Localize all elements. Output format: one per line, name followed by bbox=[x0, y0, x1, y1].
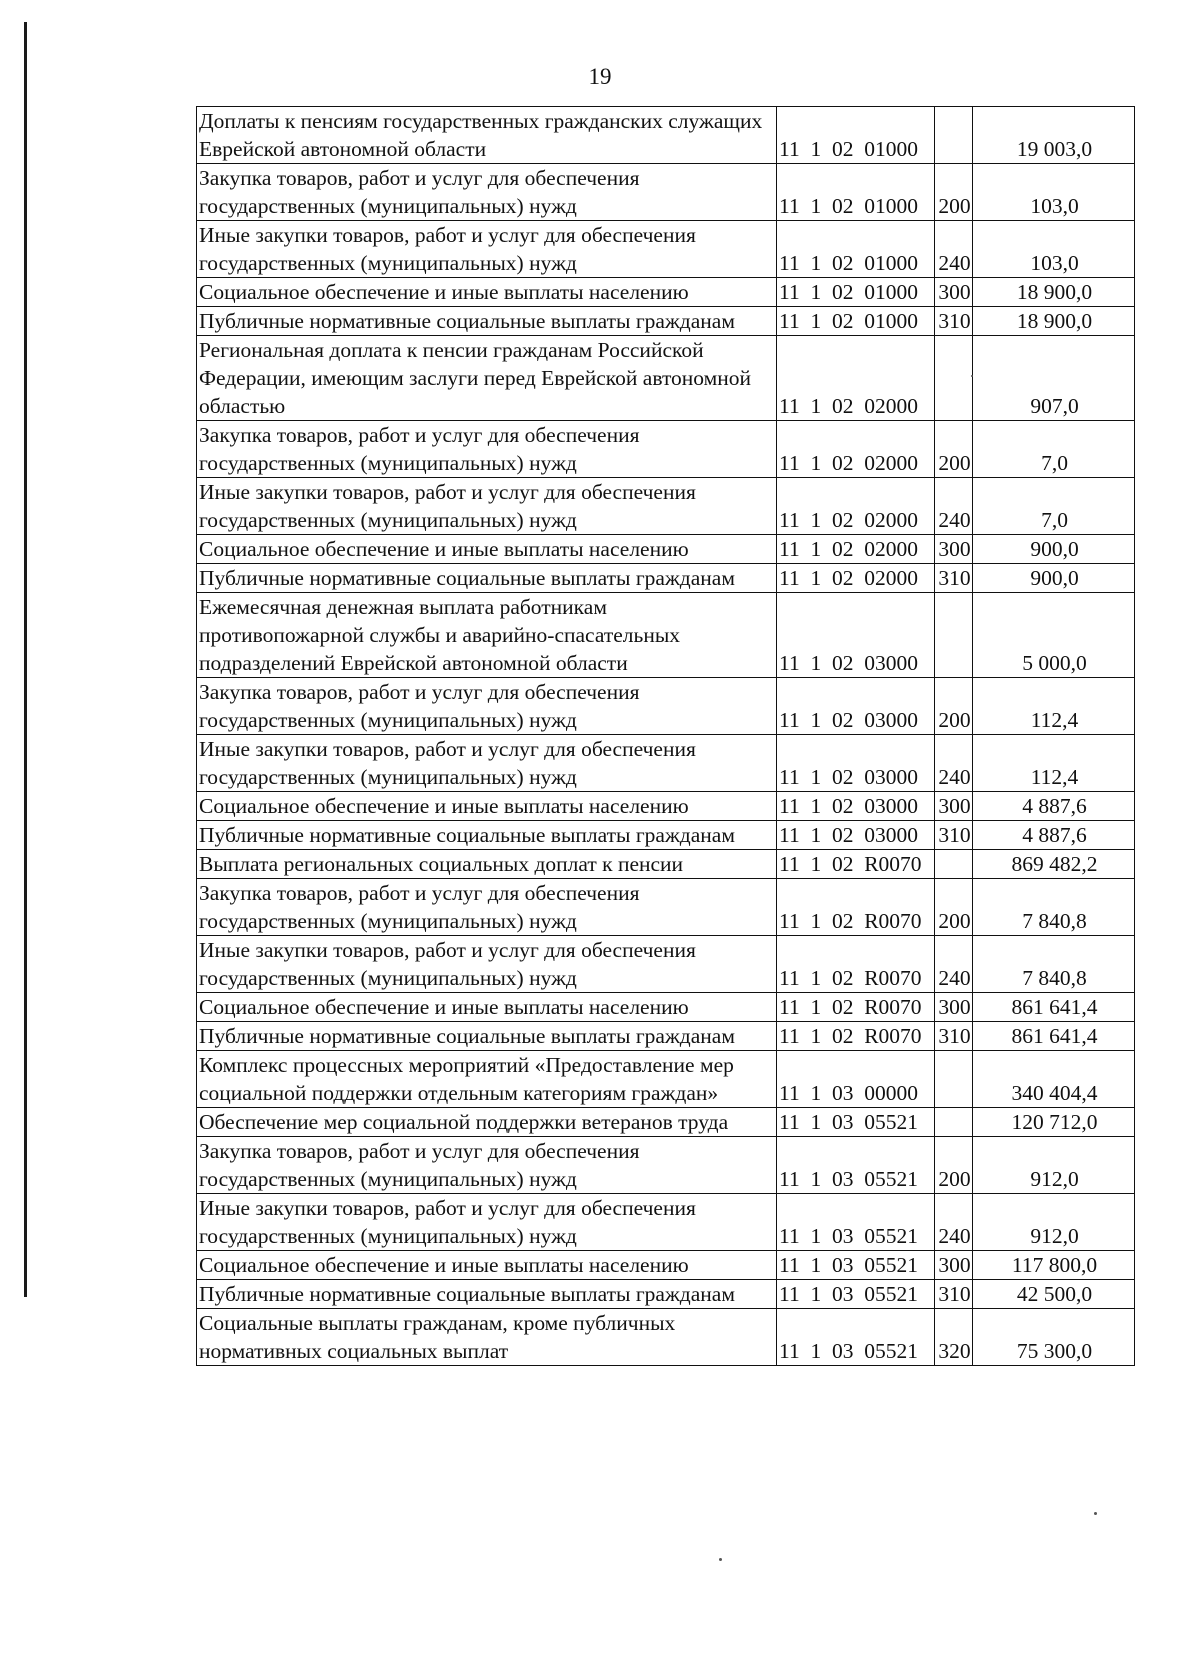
expense-type-code-cell: 300 bbox=[935, 993, 973, 1022]
table-row bbox=[197, 850, 1135, 879]
expense-type-code-cell bbox=[935, 850, 973, 879]
target-article-code-cell: 11 1 02 02000 bbox=[777, 336, 935, 421]
expense-type-code-cell: 240 bbox=[935, 1194, 973, 1251]
target-article-code-cell: 11 1 02 03000 bbox=[777, 821, 935, 850]
amount-cell: 4 887,6 bbox=[973, 792, 1135, 821]
expense-type-code-cell: 300 bbox=[935, 1251, 973, 1280]
expense-name-cell: Выплата региональных социальных доплат к пенсии bbox=[197, 850, 777, 879]
target-article-code-cell: 11 1 02 03000 bbox=[777, 593, 935, 678]
table-row bbox=[197, 879, 1135, 936]
expense-type-code-cell bbox=[935, 1051, 973, 1108]
expense-name-cell: Публичные нормативные социальные выплаты гражданам bbox=[197, 821, 777, 850]
expense-name-cell: Ежемесячная денежная выплата работникам противопожарной службы и аварийно-спасательных подразделений Еврейской автономной области bbox=[197, 593, 777, 678]
expense-type-code-cell: 300 bbox=[935, 792, 973, 821]
expense-name-cell: Закупка товаров, работ и услуг для обеспечения государственных (муниципальных) нужд bbox=[197, 421, 777, 478]
expense-type-code-cell: 310 bbox=[935, 564, 973, 593]
amount-cell: 120 712,0 bbox=[973, 1108, 1135, 1137]
expense-type-code-cell: 300 bbox=[935, 278, 973, 307]
budget-table bbox=[196, 106, 1135, 1366]
table-row bbox=[197, 1108, 1135, 1137]
amount-cell: 5 000,0 bbox=[973, 593, 1135, 678]
expense-type-code-cell bbox=[935, 107, 973, 164]
expense-type-code-cell: 200 bbox=[935, 678, 973, 735]
expense-type-code-cell: 240 bbox=[935, 936, 973, 993]
budget-table-body bbox=[197, 107, 1135, 1366]
expense-name-cell: Обеспечение мер социальной поддержки ветеранов труда bbox=[197, 1108, 777, 1137]
target-article-code-cell: 11 1 02 03000 bbox=[777, 678, 935, 735]
expense-type-code-cell: 310 bbox=[935, 1280, 973, 1309]
target-article-code-cell: 11 1 02 01000 bbox=[777, 307, 935, 336]
expense-name-cell: Закупка товаров, работ и услуг для обеспечения государственных (муниципальных) нужд bbox=[197, 879, 777, 936]
expense-type-code-cell: 310 bbox=[935, 1022, 973, 1051]
target-article-code-cell: 11 1 02 03000 bbox=[777, 735, 935, 792]
amount-cell: 900,0 bbox=[973, 535, 1135, 564]
target-article-code-cell: 11 1 03 05521 bbox=[777, 1194, 935, 1251]
expense-name-cell: Комплекс процессных мероприятий «Предоставление мер социальной поддержки отдельным категориям граждан» bbox=[197, 1051, 777, 1108]
expense-type-code-cell: 240 bbox=[935, 478, 973, 535]
table-row bbox=[197, 1280, 1135, 1309]
amount-cell: 861 641,4 bbox=[973, 993, 1135, 1022]
expense-name-cell: Публичные нормативные социальные выплаты гражданам bbox=[197, 307, 777, 336]
expense-name-cell: Закупка товаров, работ и услуг для обеспечения государственных (муниципальных) нужд bbox=[197, 1137, 777, 1194]
table-row bbox=[197, 593, 1135, 678]
amount-cell: 912,0 bbox=[973, 1137, 1135, 1194]
scan-edge-line bbox=[24, 22, 27, 1297]
target-article-code-cell: 11 1 02 02000 bbox=[777, 478, 935, 535]
target-article-code-cell: 11 1 02 02000 bbox=[777, 421, 935, 478]
target-article-code-cell: 11 1 02 R0070 bbox=[777, 850, 935, 879]
amount-cell: 117 800,0 bbox=[973, 1251, 1135, 1280]
table-row bbox=[197, 164, 1135, 221]
table-row bbox=[197, 307, 1135, 336]
table-row bbox=[197, 993, 1135, 1022]
target-article-code-cell: 11 1 03 05521 bbox=[777, 1280, 935, 1309]
expense-name-cell: Социальное обеспечение и иные выплаты населению bbox=[197, 1251, 777, 1280]
expense-type-code-cell: 310 bbox=[935, 307, 973, 336]
expense-name-cell: Иные закупки товаров, работ и услуг для обеспечения государственных (муниципальных) нужд bbox=[197, 221, 777, 278]
table-row bbox=[197, 1051, 1135, 1108]
scan-speck bbox=[719, 1558, 722, 1561]
expense-name-cell: Иные закупки товаров, работ и услуг для обеспечения государственных (муниципальных) нужд bbox=[197, 1194, 777, 1251]
expense-type-code-cell bbox=[935, 336, 973, 421]
amount-cell: 7,0 bbox=[973, 421, 1135, 478]
amount-cell: 869 482,2 bbox=[973, 850, 1135, 879]
table-row bbox=[197, 1194, 1135, 1251]
target-article-code-cell: 11 1 02 R0070 bbox=[777, 993, 935, 1022]
target-article-code-cell: 11 1 02 R0070 bbox=[777, 1022, 935, 1051]
amount-cell: 7,0 bbox=[973, 478, 1135, 535]
table-row bbox=[197, 107, 1135, 164]
page-number: 19 bbox=[588, 64, 612, 89]
amount-cell: 42 500,0 bbox=[973, 1280, 1135, 1309]
expense-name-cell: Публичные нормативные социальные выплаты гражданам bbox=[197, 1022, 777, 1051]
expense-name-cell: Региональная доплата к пенсии гражданам Российской Федерации, имеющим заслуги перед Еврейской автономной областью bbox=[197, 336, 777, 421]
expense-type-code-cell: 240 bbox=[935, 735, 973, 792]
target-article-code-cell: 11 1 03 05521 bbox=[777, 1309, 935, 1366]
table-row bbox=[197, 1251, 1135, 1280]
table-row bbox=[197, 678, 1135, 735]
expense-name-cell: Социальное обеспечение и иные выплаты населению bbox=[197, 535, 777, 564]
expense-name-cell: Закупка товаров, работ и услуг для обеспечения государственных (муниципальных) нужд bbox=[197, 678, 777, 735]
amount-cell: 112,4 bbox=[973, 678, 1135, 735]
scan-speck bbox=[971, 375, 973, 377]
target-article-code-cell: 11 1 02 02000 bbox=[777, 564, 935, 593]
table-row bbox=[197, 535, 1135, 564]
expense-type-code-cell: 310 bbox=[935, 821, 973, 850]
expense-name-cell: Публичные нормативные социальные выплаты гражданам bbox=[197, 564, 777, 593]
target-article-code-cell: 11 1 02 01000 bbox=[777, 221, 935, 278]
target-article-code-cell: 11 1 02 01000 bbox=[777, 278, 935, 307]
table-row bbox=[197, 936, 1135, 993]
table-row bbox=[197, 564, 1135, 593]
table-row bbox=[197, 278, 1135, 307]
table-row bbox=[197, 821, 1135, 850]
target-article-code-cell: 11 1 03 00000 bbox=[777, 1051, 935, 1108]
expense-type-code-cell: 240 bbox=[935, 221, 973, 278]
table-row bbox=[197, 336, 1135, 421]
expense-type-code-cell: 300 bbox=[935, 535, 973, 564]
amount-cell: 103,0 bbox=[973, 221, 1135, 278]
scan-speck bbox=[1094, 1512, 1097, 1515]
amount-cell: 103,0 bbox=[973, 164, 1135, 221]
expense-type-code-cell: 200 bbox=[935, 879, 973, 936]
table-row bbox=[197, 792, 1135, 821]
amount-cell: 7 840,8 bbox=[973, 936, 1135, 993]
target-article-code-cell: 11 1 02 01000 bbox=[777, 164, 935, 221]
table-row bbox=[197, 1309, 1135, 1366]
amount-cell: 75 300,0 bbox=[973, 1309, 1135, 1366]
expense-type-code-cell: 200 bbox=[935, 1137, 973, 1194]
expense-name-cell: Социальное обеспечение и иные выплаты населению bbox=[197, 278, 777, 307]
expense-name-cell: Иные закупки товаров, работ и услуг для обеспечения государственных (муниципальных) нужд bbox=[197, 735, 777, 792]
target-article-code-cell: 11 1 03 05521 bbox=[777, 1108, 935, 1137]
expense-name-cell: Социальное обеспечение и иные выплаты населению bbox=[197, 993, 777, 1022]
expense-name-cell: Публичные нормативные социальные выплаты гражданам bbox=[197, 1280, 777, 1309]
amount-cell: 19 003,0 bbox=[973, 107, 1135, 164]
expense-type-code-cell bbox=[935, 593, 973, 678]
amount-cell: 7 840,8 bbox=[973, 879, 1135, 936]
expense-name-cell: Иные закупки товаров, работ и услуг для обеспечения государственных (муниципальных) нужд bbox=[197, 478, 777, 535]
target-article-code-cell: 11 1 02 02000 bbox=[777, 535, 935, 564]
amount-cell: 18 900,0 bbox=[973, 307, 1135, 336]
amount-cell: 900,0 bbox=[973, 564, 1135, 593]
table-row bbox=[197, 1022, 1135, 1051]
target-article-code-cell: 11 1 03 05521 bbox=[777, 1251, 935, 1280]
table-row bbox=[197, 1137, 1135, 1194]
amount-cell: 4 887,6 bbox=[973, 821, 1135, 850]
table-row bbox=[197, 735, 1135, 792]
amount-cell: 907,0 bbox=[973, 336, 1135, 421]
expense-name-cell: Социальные выплаты гражданам, кроме публичных нормативных социальных выплат bbox=[197, 1309, 777, 1366]
table-row bbox=[197, 421, 1135, 478]
expense-name-cell: Доплаты к пенсиям государственных гражданских служащих Еврейской автономной области bbox=[197, 107, 777, 164]
target-article-code-cell: 11 1 02 01000 bbox=[777, 107, 935, 164]
table-row bbox=[197, 478, 1135, 535]
target-article-code-cell: 11 1 02 03000 bbox=[777, 792, 935, 821]
expense-name-cell: Иные закупки товаров, работ и услуг для обеспечения государственных (муниципальных) нужд bbox=[197, 936, 777, 993]
amount-cell: 18 900,0 bbox=[973, 278, 1135, 307]
table-row bbox=[197, 221, 1135, 278]
expense-type-code-cell bbox=[935, 1108, 973, 1137]
expense-type-code-cell: 200 bbox=[935, 164, 973, 221]
amount-cell: 912,0 bbox=[973, 1194, 1135, 1251]
expense-type-code-cell: 320 bbox=[935, 1309, 973, 1366]
target-article-code-cell: 11 1 03 05521 bbox=[777, 1137, 935, 1194]
target-article-code-cell: 11 1 02 R0070 bbox=[777, 879, 935, 936]
amount-cell: 861 641,4 bbox=[973, 1022, 1135, 1051]
amount-cell: 112,4 bbox=[973, 735, 1135, 792]
amount-cell: 340 404,4 bbox=[973, 1051, 1135, 1108]
expense-name-cell: Закупка товаров, работ и услуг для обеспечения государственных (муниципальных) нужд bbox=[197, 164, 777, 221]
target-article-code-cell: 11 1 02 R0070 bbox=[777, 936, 935, 993]
expense-type-code-cell: 200 bbox=[935, 421, 973, 478]
expense-name-cell: Социальное обеспечение и иные выплаты населению bbox=[197, 792, 777, 821]
